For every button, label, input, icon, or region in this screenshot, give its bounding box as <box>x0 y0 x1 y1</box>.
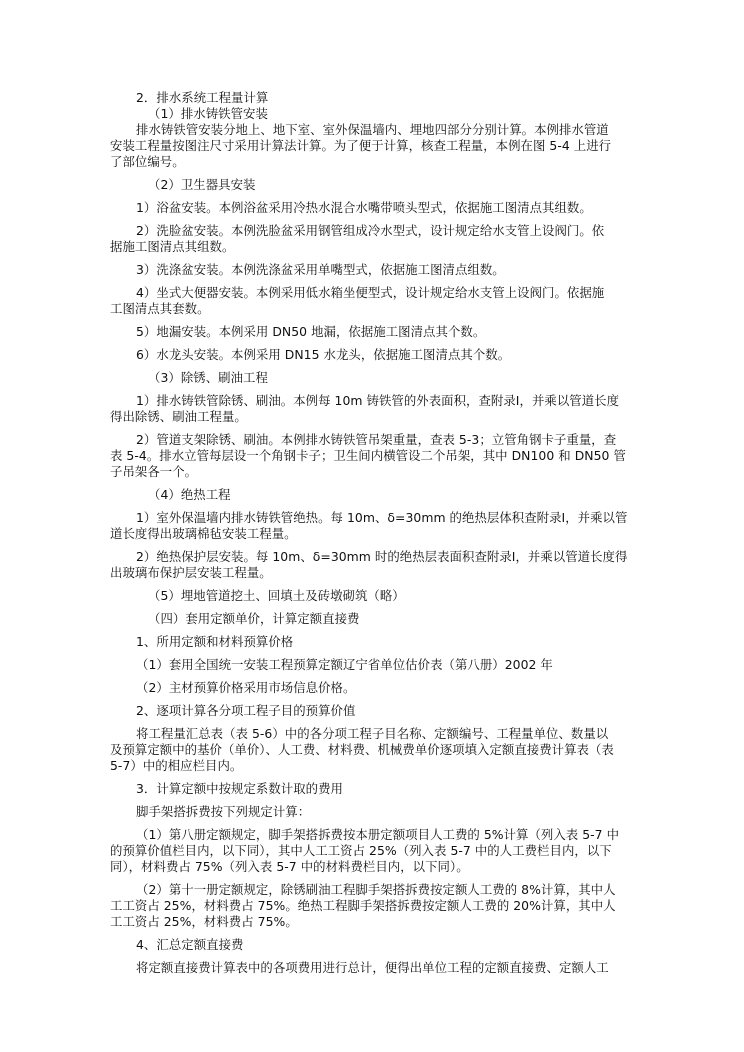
list-item: 1）室外保温墙内排水铸铁管绝热。每 10m、δ=30mm 的绝热层体积查附录Ⅰ，并乘以管 <box>136 510 628 525</box>
paragraph-line: 及预算定额中的基价（单价）、人工费、材料费、机械费单价逐项填入定额直接费计算表（表 <box>110 742 614 757</box>
list-item-continuation: 得出除锈、刷油工程量。 <box>110 409 247 424</box>
list-item: （1）第八册定额规定，脚手架搭拆费按本册定额项目人工费的 5%计算（列入表 5-7 中 <box>136 827 620 842</box>
list-item-continuation: 道长度得出玻璃棉毡安装工程量。 <box>110 526 297 541</box>
paragraph-line: 将工程量汇总表（表 5-6）中的各分项工程子目名称、定额编号、工程量单位、数量以 <box>136 726 609 741</box>
section-heading: 2．排水系统工程量计算 <box>136 90 269 105</box>
list-item: 2）洗脸盆安装。本例洗脸盆采用钢管组成冷水型式，设计规定给水支管上设阀门。依 <box>136 223 605 238</box>
section-heading: 1、所用定额和材料预算价格 <box>136 634 294 649</box>
paragraph-line: 将定额直接费计算表中的各项费用进行总计，便得出单位工程的定额直接费、定额人工 <box>136 960 609 975</box>
list-item: 3）洗涤盆安装。本例洗涤盆采用单嘴型式，依据施工图清点组数。 <box>136 262 505 277</box>
document-body <box>110 90 650 976</box>
subsection-heading: （3）除锈、刷油工程 <box>148 370 268 385</box>
section-heading: 2、逐项计算各分项工程子目的预算价值 <box>136 703 356 718</box>
list-item: 4）坐式大便器安装。本例采用低水箱坐便型式，设计规定给水支管上设阀门。依据施 <box>136 285 605 300</box>
subsection-heading: （5）埋地管道挖土、回填土及砖墩砌筑（略） <box>148 588 405 603</box>
list-item-continuation: 子吊架各一个。 <box>110 464 198 479</box>
chapter-heading: （四）套用定额单价，计算定额直接费 <box>148 611 360 626</box>
list-item: 1）排水铸铁管除锈、刷油。本例每 10m 铸铁管的外表面积，查附录Ⅰ，并乘以管道长度 <box>136 393 620 408</box>
list-item-continuation: 出玻璃布保护层安装工程量。 <box>110 565 272 580</box>
list-item-continuation: 据施工图清点其组数。 <box>110 239 235 254</box>
subsection-heading: （1）排水铸铁管安装 <box>148 106 268 121</box>
list-item-continuation: 工工资占 25%，材料费占 75%。 <box>110 914 298 929</box>
paragraph-line: 排水铸铁管安装分地上、地下室、室外保温墙内、埋地四部分分别计算。本例排水管道 <box>136 122 609 137</box>
subsection-heading: （4）绝热工程 <box>148 487 231 502</box>
list-item: （2）第十一册定额规定，除锈刷油工程脚手架搭拆费按定额人工费的 8%计算，其中人 <box>136 882 616 897</box>
list-item: （1）套用全国统一安装工程预算定额辽宁省单位估价表（第八册）2002 年 <box>136 657 553 672</box>
paragraph-line: 脚手架搭拆费按下列规定计算： <box>136 804 311 819</box>
paragraph-line: 安装工程量按图注尺寸采用计算法计算。为了便于计算，核查工程量，本例在图 5-4 上进行 <box>110 138 612 153</box>
list-item: （2）主材预算价格采用市场信息价格。 <box>136 680 356 695</box>
list-item: 1）浴盆安装。本例浴盆采用冷热水混合水嘴带喷头型式，依据施工图清点其组数。 <box>136 200 592 215</box>
section-heading: 3．计算定额中按规定系数计取的费用 <box>136 781 343 796</box>
list-item-continuation: 的预算价值栏目内，以下同），其中人工工资占 25%（列入表 5-7 中的人工费栏目内，以下 <box>110 843 612 858</box>
paragraph-line: 5-7）中的相应栏目内。 <box>110 758 243 773</box>
list-item-continuation: 工图清点其套数。 <box>110 301 210 316</box>
list-item-continuation: 工工资占 25%，材料费占 75%。绝热工程脚手架搭拆费按定额人工费的 20%计算，其中人 <box>110 898 616 913</box>
list-item: 2）管道支架除锈、刷油。本例排水铸铁管吊架重量，查表 5-3；立管角钢卡子重量，查 <box>136 432 617 447</box>
list-item-continuation: 同），材料费占 75%（列入表 5-7 中的材料费栏目内，以下同）。 <box>110 859 469 874</box>
subsection-heading: （2）卫生器具安装 <box>148 177 256 192</box>
list-item: 5）地漏安装。本例采用 DN50 地漏，依据施工图清点其个数。 <box>136 324 486 339</box>
list-item: 2）绝热保护层安装。每 10m、δ=30mm 时的绝热层表面积查附录Ⅰ，并乘以管道长度得 <box>136 549 628 564</box>
list-item: 6）水龙头安装。本例采用 DN15 水龙头，依据施工图清点其个数。 <box>136 347 511 362</box>
list-item-continuation: 表 5-4。排水立管每层设一个角钢卡子；卫生间内横管设二个吊架，其中 DN100 和 DN50 管 <box>110 448 626 463</box>
section-heading: 4、汇总定额直接费 <box>136 937 244 952</box>
paragraph-line: 了部位编号。 <box>110 154 185 169</box>
